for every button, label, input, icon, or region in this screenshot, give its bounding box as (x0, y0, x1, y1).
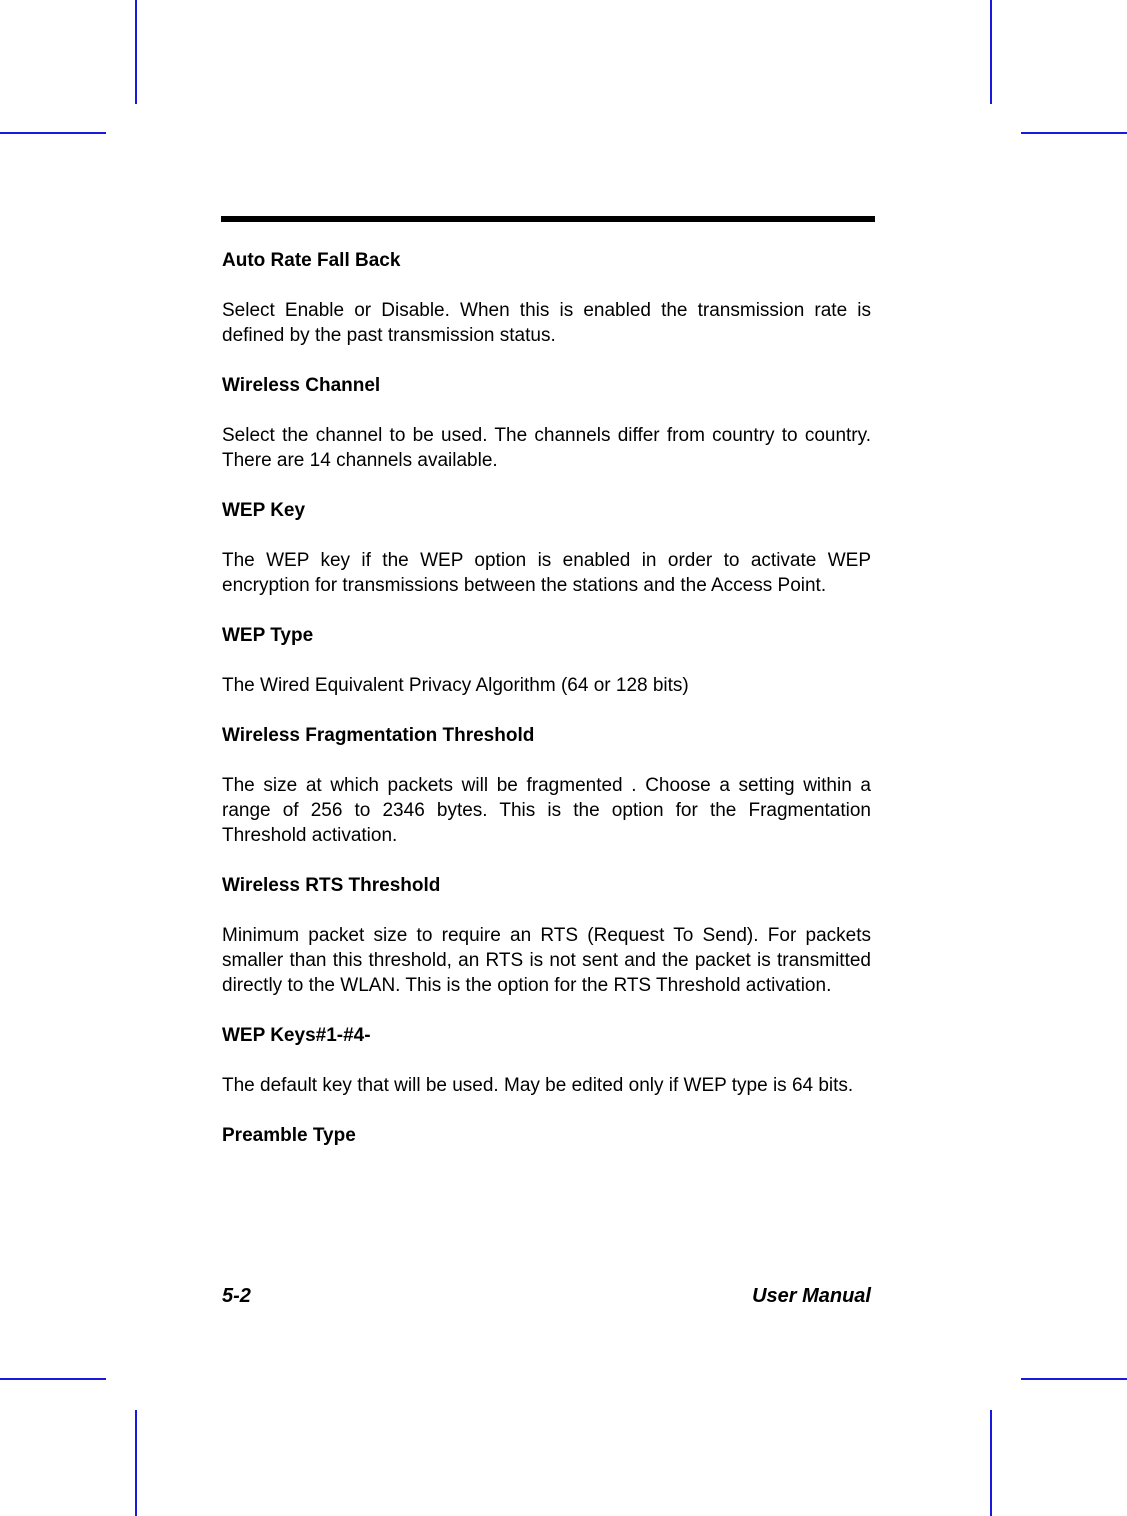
crop-mark-bottom-right-horizontal (1021, 1378, 1127, 1380)
section-auto-rate-fall-back (222, 248, 871, 348)
crop-mark-top-left-horizontal (0, 132, 106, 134)
crop-mark-top-left-vertical (135, 0, 137, 104)
section-heading: WEP Key (222, 500, 306, 521)
section-heading: Preamble Type (222, 1125, 356, 1146)
section-heading: WEP Type (222, 625, 314, 646)
header-rule (221, 216, 875, 222)
section-body: The Wired Equivalent Privacy Algorithm (64 or 128 bits) (222, 675, 689, 696)
crop-mark-bottom-left-horizontal (0, 1378, 106, 1380)
section-wep-type (222, 623, 871, 698)
section-heading: Wireless Fragmentation Threshold (222, 725, 535, 746)
section-wireless-channel (222, 373, 871, 473)
section-heading: Auto Rate Fall Back (222, 250, 401, 271)
section-wep-keys (222, 1023, 871, 1098)
crop-mark-top-right-vertical (990, 0, 992, 104)
section-heading: Wireless RTS Threshold (222, 875, 441, 896)
section-wep-key (222, 498, 871, 598)
page-content (222, 248, 871, 1173)
section-body: The default key that will be used. May be edited only if WEP type is 64 bits. (222, 1075, 854, 1096)
section-rts-threshold (222, 873, 871, 998)
section-preamble-type (222, 1123, 871, 1148)
section-body: Select Enable or Disable. When this is enabled the transmission rate is defined by the past transmission status. (222, 300, 871, 346)
section-fragmentation-threshold (222, 723, 871, 848)
section-body: The WEP key if the WEP option is enabled in order to activate WEP encryption for transmissions between the stations and the Access Point. (222, 550, 871, 596)
section-heading: WEP Keys#1-#4- (222, 1025, 371, 1046)
section-heading: Wireless Channel (222, 375, 381, 396)
footer-title: User Manual (752, 1285, 871, 1307)
section-body: Select the channel to be used. The channels differ from country to country. There are 14 channels available. (222, 425, 871, 471)
page-number: 5-2 (222, 1285, 251, 1307)
section-body: Minimum packet size to require an RTS (Request To Send). For packets smaller than this threshold, an RTS is not sent and the packet is transmitted directly to the WLAN. This is the option for the RTS Threshold activation. (222, 925, 871, 996)
crop-mark-top-right-horizontal (1021, 132, 1127, 134)
section-body: The size at which packets will be fragmented . Choose a setting within a range of 256 to 2346 bytes. This is the option for the Fragmentation Threshold activation. (222, 775, 871, 846)
crop-mark-bottom-right-vertical (990, 1410, 992, 1516)
crop-mark-bottom-left-vertical (135, 1410, 137, 1516)
